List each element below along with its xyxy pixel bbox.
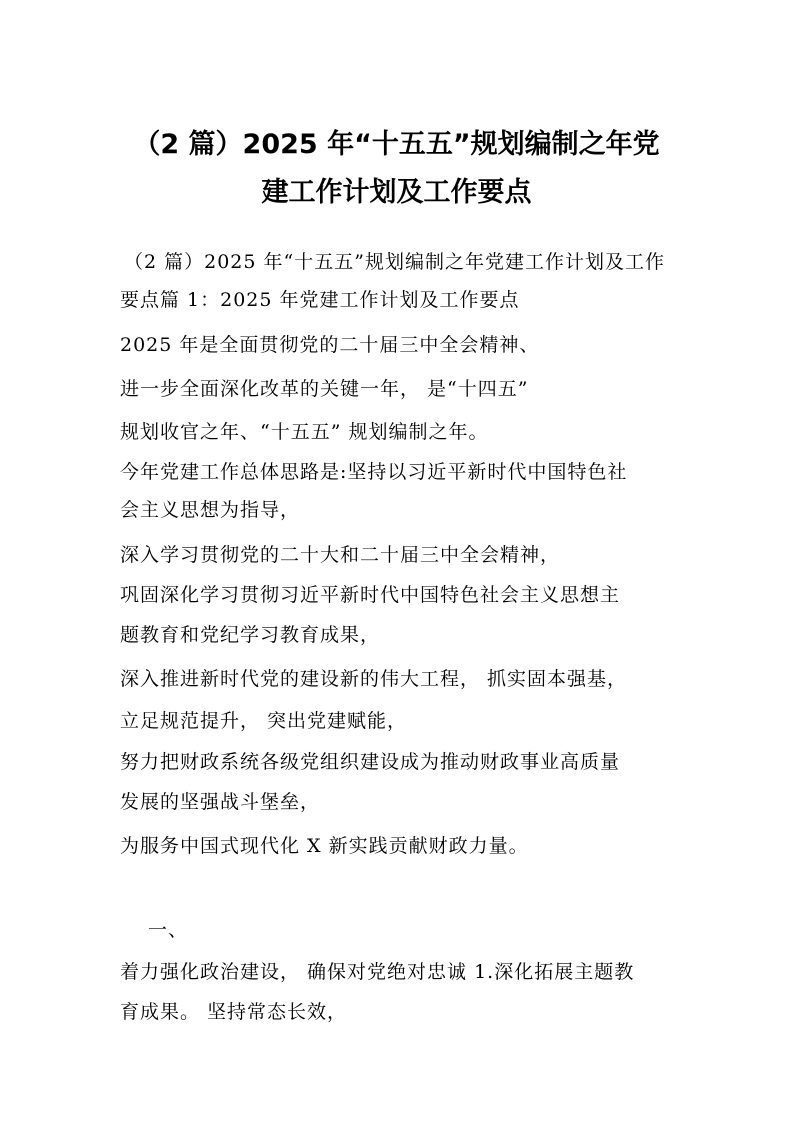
body-line-6: 今年党建工作总体思路是:坚持以习近平新时代中国特色社 (120, 461, 628, 483)
body-line-17: 育成果。 坚持常态长效， (120, 1001, 348, 1023)
body-line-8: 深入学习贯彻党的二十大和二十届三中全会精神， (120, 544, 561, 566)
body-line-7: 会主义思想为指导， (120, 499, 301, 521)
body-line-9: 巩固深化学习贯彻习近平新时代中国特色社会主义思想主 (120, 584, 621, 606)
body-line-10: 题教育和党纪学习教育成果， (120, 624, 381, 646)
body-line-12: 立足规范提升， 突出党建赋能， (120, 710, 408, 732)
body-line-5: 规划收官之年、“十五五” 规划编制之年。 (120, 421, 489, 443)
document-title-line-1: （2 篇）2025 年“十五五”规划编制之年党 (133, 129, 660, 160)
document-title-line-2: 建工作计划及工作要点 (261, 177, 532, 208)
body-line-3: 2025 年是全面贯彻党的二十届三中全会精神、 (120, 334, 540, 356)
section-heading-1: 一、 (148, 919, 189, 941)
body-line-2: 要点篇 1：2025 年党建工作计划及工作要点 (120, 289, 520, 311)
body-line-14: 发展的坚强战斗堡垒， (120, 791, 321, 813)
body-line-11: 深入推进新时代党的建设新的伟大工程， 抓实固本强基， (120, 668, 628, 690)
body-line-4: 进一步全面深化改革的关键一年， 是“十四五” (120, 378, 529, 400)
body-line-13: 努力把财政系统各级党组织建设成为推动财政事业高质量 (120, 751, 621, 773)
body-line-16: 着力强化政治建设， 确保对党绝对忠诚 1.深化拓展主题教 (120, 961, 635, 983)
body-line-1: （2 篇）2025 年“十五五”规划编制之年党建工作计划及工作 (124, 251, 665, 273)
body-line-15: 为服务中国式现代化 X 新实践贡献财政力量。 (120, 835, 529, 857)
